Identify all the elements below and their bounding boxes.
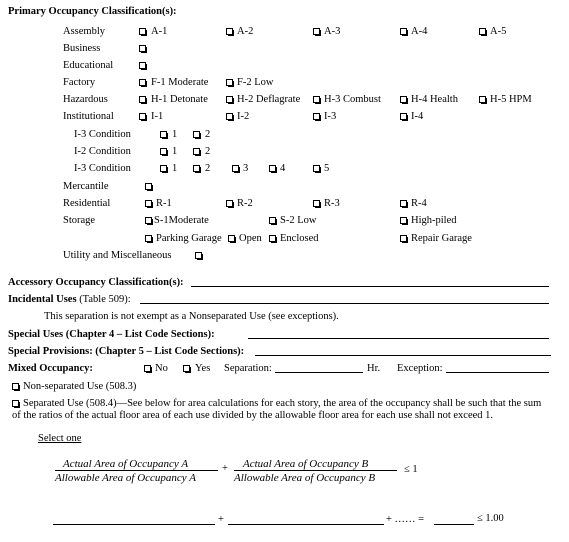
option-i3b-5: 5	[324, 163, 330, 174]
option-a1: A-1	[151, 26, 168, 37]
checkbox-separated[interactable]	[12, 400, 19, 407]
bottom-field-2[interactable]	[228, 524, 384, 525]
mixed-no: No	[155, 363, 168, 374]
option-i3b-4: 4	[280, 163, 286, 174]
option-a5: A-5	[490, 26, 507, 37]
mixed-exception: Exception:	[397, 363, 443, 374]
row-label-factory: Factory	[63, 77, 96, 88]
incidental-rest: (Table 509):	[76, 294, 131, 305]
checkbox-mixed-no[interactable]	[144, 365, 151, 372]
row-label-mercantile: Mercantile	[63, 181, 109, 192]
option-h1: H-1 Detonate	[151, 94, 208, 105]
row-label-hazardous: Hazardous	[63, 94, 108, 105]
checkbox-a4[interactable]	[400, 28, 407, 35]
bottom-plus-1: +	[218, 514, 224, 525]
checkbox-i3-cond-1[interactable]	[160, 131, 167, 138]
bottom-result-field[interactable]	[434, 524, 474, 525]
formula-numerator-b: Actual Area of Occupancy B	[243, 458, 369, 470]
option-r1: R-1	[156, 198, 172, 209]
checkbox-educational[interactable]	[139, 62, 146, 69]
fraction-bar-b	[234, 470, 397, 471]
mixed-separation: Separation:	[224, 363, 272, 374]
checkbox-open[interactable]	[228, 235, 235, 242]
option-a2: A-2	[237, 26, 254, 37]
row-label-institutional: Institutional	[63, 111, 114, 122]
formula-denominator-b: Allowable Area of Occupancy B	[234, 472, 376, 484]
checkbox-high-piled[interactable]	[400, 217, 407, 224]
bottom-field-1[interactable]	[53, 524, 215, 525]
row-label-residential: Residential	[63, 198, 111, 209]
option-r3: R-3	[324, 198, 340, 209]
checkbox-a3[interactable]	[313, 28, 320, 35]
option-f1: F-1 Moderate	[151, 77, 209, 88]
special-uses-field[interactable]	[248, 338, 549, 339]
accessory-label: Accessory Occupancy Classification(s):	[8, 277, 184, 288]
checkbox-r3[interactable]	[313, 200, 320, 207]
checkbox-utility[interactable]	[195, 252, 202, 259]
option-s1: S-1Moderate	[154, 215, 209, 226]
select-one: Select one	[38, 433, 82, 444]
bottom-le: ≤ 1.00	[477, 513, 504, 524]
checkbox-i3b-2[interactable]	[193, 165, 200, 172]
exception-field[interactable]	[446, 372, 549, 373]
incidental-label	[8, 294, 131, 306]
nonseparated-label: Non-separated Use (508.3)	[23, 381, 137, 392]
checkbox-i2[interactable]	[226, 113, 233, 120]
option-f2: F-2 Low	[237, 77, 274, 88]
option-h3: H-3 Combust	[324, 94, 381, 105]
option-i2-cond-2: 2	[205, 146, 211, 157]
option-open: Open	[239, 233, 262, 244]
section-heading: Primary Occupancy Classification(s):	[8, 6, 177, 17]
option-i3: I-3	[324, 111, 337, 122]
option-i3-cond-1: 1	[172, 129, 178, 140]
checkbox-i3-cond-2[interactable]	[193, 131, 200, 138]
checkbox-a2[interactable]	[226, 28, 233, 35]
option-h5: H-5 HPM	[490, 94, 532, 105]
row-label-educational: Educational	[63, 60, 114, 71]
checkbox-i3b-4[interactable]	[269, 165, 276, 172]
formula-denominator-a: Allowable Area of Occupancy A	[55, 472, 196, 484]
option-a4: A-4	[411, 26, 428, 37]
checkbox-enclosed[interactable]	[269, 235, 276, 242]
option-i4: I-4	[411, 111, 424, 122]
checkbox-mercantile[interactable]	[145, 183, 152, 190]
checkbox-parking-garage[interactable]	[145, 235, 152, 242]
mixed-hr: Hr.	[367, 363, 381, 374]
option-repair-garage: Repair Garage	[411, 233, 472, 244]
row-label-business: Business	[63, 43, 101, 54]
checkbox-f2[interactable]	[226, 79, 233, 86]
row-label-i3-condition: I-3 Condition	[74, 129, 131, 140]
option-r2: R-2	[237, 198, 253, 209]
checkbox-mixed-yes[interactable]	[183, 365, 190, 372]
checkbox-h5[interactable]	[479, 96, 486, 103]
incidental-field[interactable]	[140, 303, 549, 304]
special-uses-label: Special Uses (Chapter 4 – List Code Sections):	[8, 329, 215, 340]
checkbox-nonseparated[interactable]	[12, 383, 19, 390]
option-i3-cond-2: 2	[205, 129, 211, 140]
row-label-i3-condition-b: I-3 Condition	[74, 163, 131, 174]
option-enclosed: Enclosed	[280, 233, 319, 244]
bottom-plus-2: + …… =	[386, 514, 425, 525]
checkbox-i2-cond-2[interactable]	[193, 148, 200, 155]
formula-numerator-a: Actual Area of Occupancy A	[63, 458, 189, 470]
checkbox-s1[interactable]	[145, 217, 152, 224]
option-i3b-2: 2	[205, 163, 211, 174]
checkbox-h1[interactable]	[139, 96, 146, 103]
option-i2: I-2	[237, 111, 250, 122]
checkbox-a1[interactable]	[139, 28, 146, 35]
checkbox-repair-garage[interactable]	[400, 235, 407, 242]
checkbox-i2-cond-1[interactable]	[160, 148, 167, 155]
option-high-piled: High-piled	[411, 215, 457, 226]
row-label-assembly: Assembly	[63, 26, 105, 37]
checkbox-i3b-5[interactable]	[313, 165, 320, 172]
checkbox-r1[interactable]	[145, 200, 152, 207]
row-label-storage: Storage	[63, 215, 96, 226]
checkbox-h3[interactable]	[313, 96, 320, 103]
option-s2: S-2 Low	[280, 215, 317, 226]
option-i3b-1: 1	[172, 163, 178, 174]
checkbox-h4[interactable]	[400, 96, 407, 103]
separation-note: This separation is not exempt as a Nonseparated Use (see exceptions).	[44, 311, 339, 322]
checkbox-i4[interactable]	[400, 113, 407, 120]
fraction-bar-a	[55, 470, 218, 471]
special-provisions-label: Special Provisions: (Chapter 5 – List Code Sections):	[8, 346, 245, 357]
checkbox-r4[interactable]	[400, 200, 407, 207]
checkbox-i3b-1[interactable]	[160, 165, 167, 172]
checkbox-business[interactable]	[139, 45, 146, 52]
accessory-field[interactable]	[191, 286, 549, 287]
option-r4: R-4	[411, 198, 427, 209]
option-a3: A-3	[324, 26, 341, 37]
checkbox-r2[interactable]	[226, 200, 233, 207]
mixed-occupancy-label: Mixed Occupancy:	[8, 363, 93, 374]
separated-line1: Separated Use (508.4)—See below for area calculations for each story, the area of the occupancy shall be such that the sum	[23, 398, 542, 409]
checkbox-i3[interactable]	[313, 113, 320, 120]
checkbox-a5[interactable]	[479, 28, 486, 35]
option-h4: H-4 Health	[411, 94, 458, 105]
separated-line2: of the ratios of the actual floor area of each use divided by the allowable floor area for each use shall not exceed 1.	[12, 410, 494, 421]
row-label-i2-condition: I-2 Condition	[74, 146, 131, 157]
option-h2: H-2 Deflagrate	[237, 94, 301, 105]
separation-hours-field[interactable]	[275, 372, 363, 373]
checkbox-i1[interactable]	[139, 113, 146, 120]
checkbox-i3b-3[interactable]	[232, 165, 239, 172]
option-i2-cond-1: 1	[172, 146, 178, 157]
formula-plus: +	[222, 463, 228, 474]
row-label-utility: Utility and Miscellaneous	[63, 250, 172, 261]
checkbox-f1[interactable]	[139, 79, 146, 86]
option-i1: I-1	[151, 111, 164, 122]
checkbox-s2[interactable]	[269, 217, 276, 224]
incidental-bold: Incidental Uses	[8, 294, 77, 305]
checkbox-h2[interactable]	[226, 96, 233, 103]
special-provisions-field[interactable]	[255, 355, 551, 356]
formula-le1: ≤ 1	[404, 464, 418, 475]
option-parking-garage: Parking Garage	[156, 233, 222, 244]
mixed-yes: Yes	[195, 363, 211, 374]
option-i3b-3: 3	[243, 163, 249, 174]
